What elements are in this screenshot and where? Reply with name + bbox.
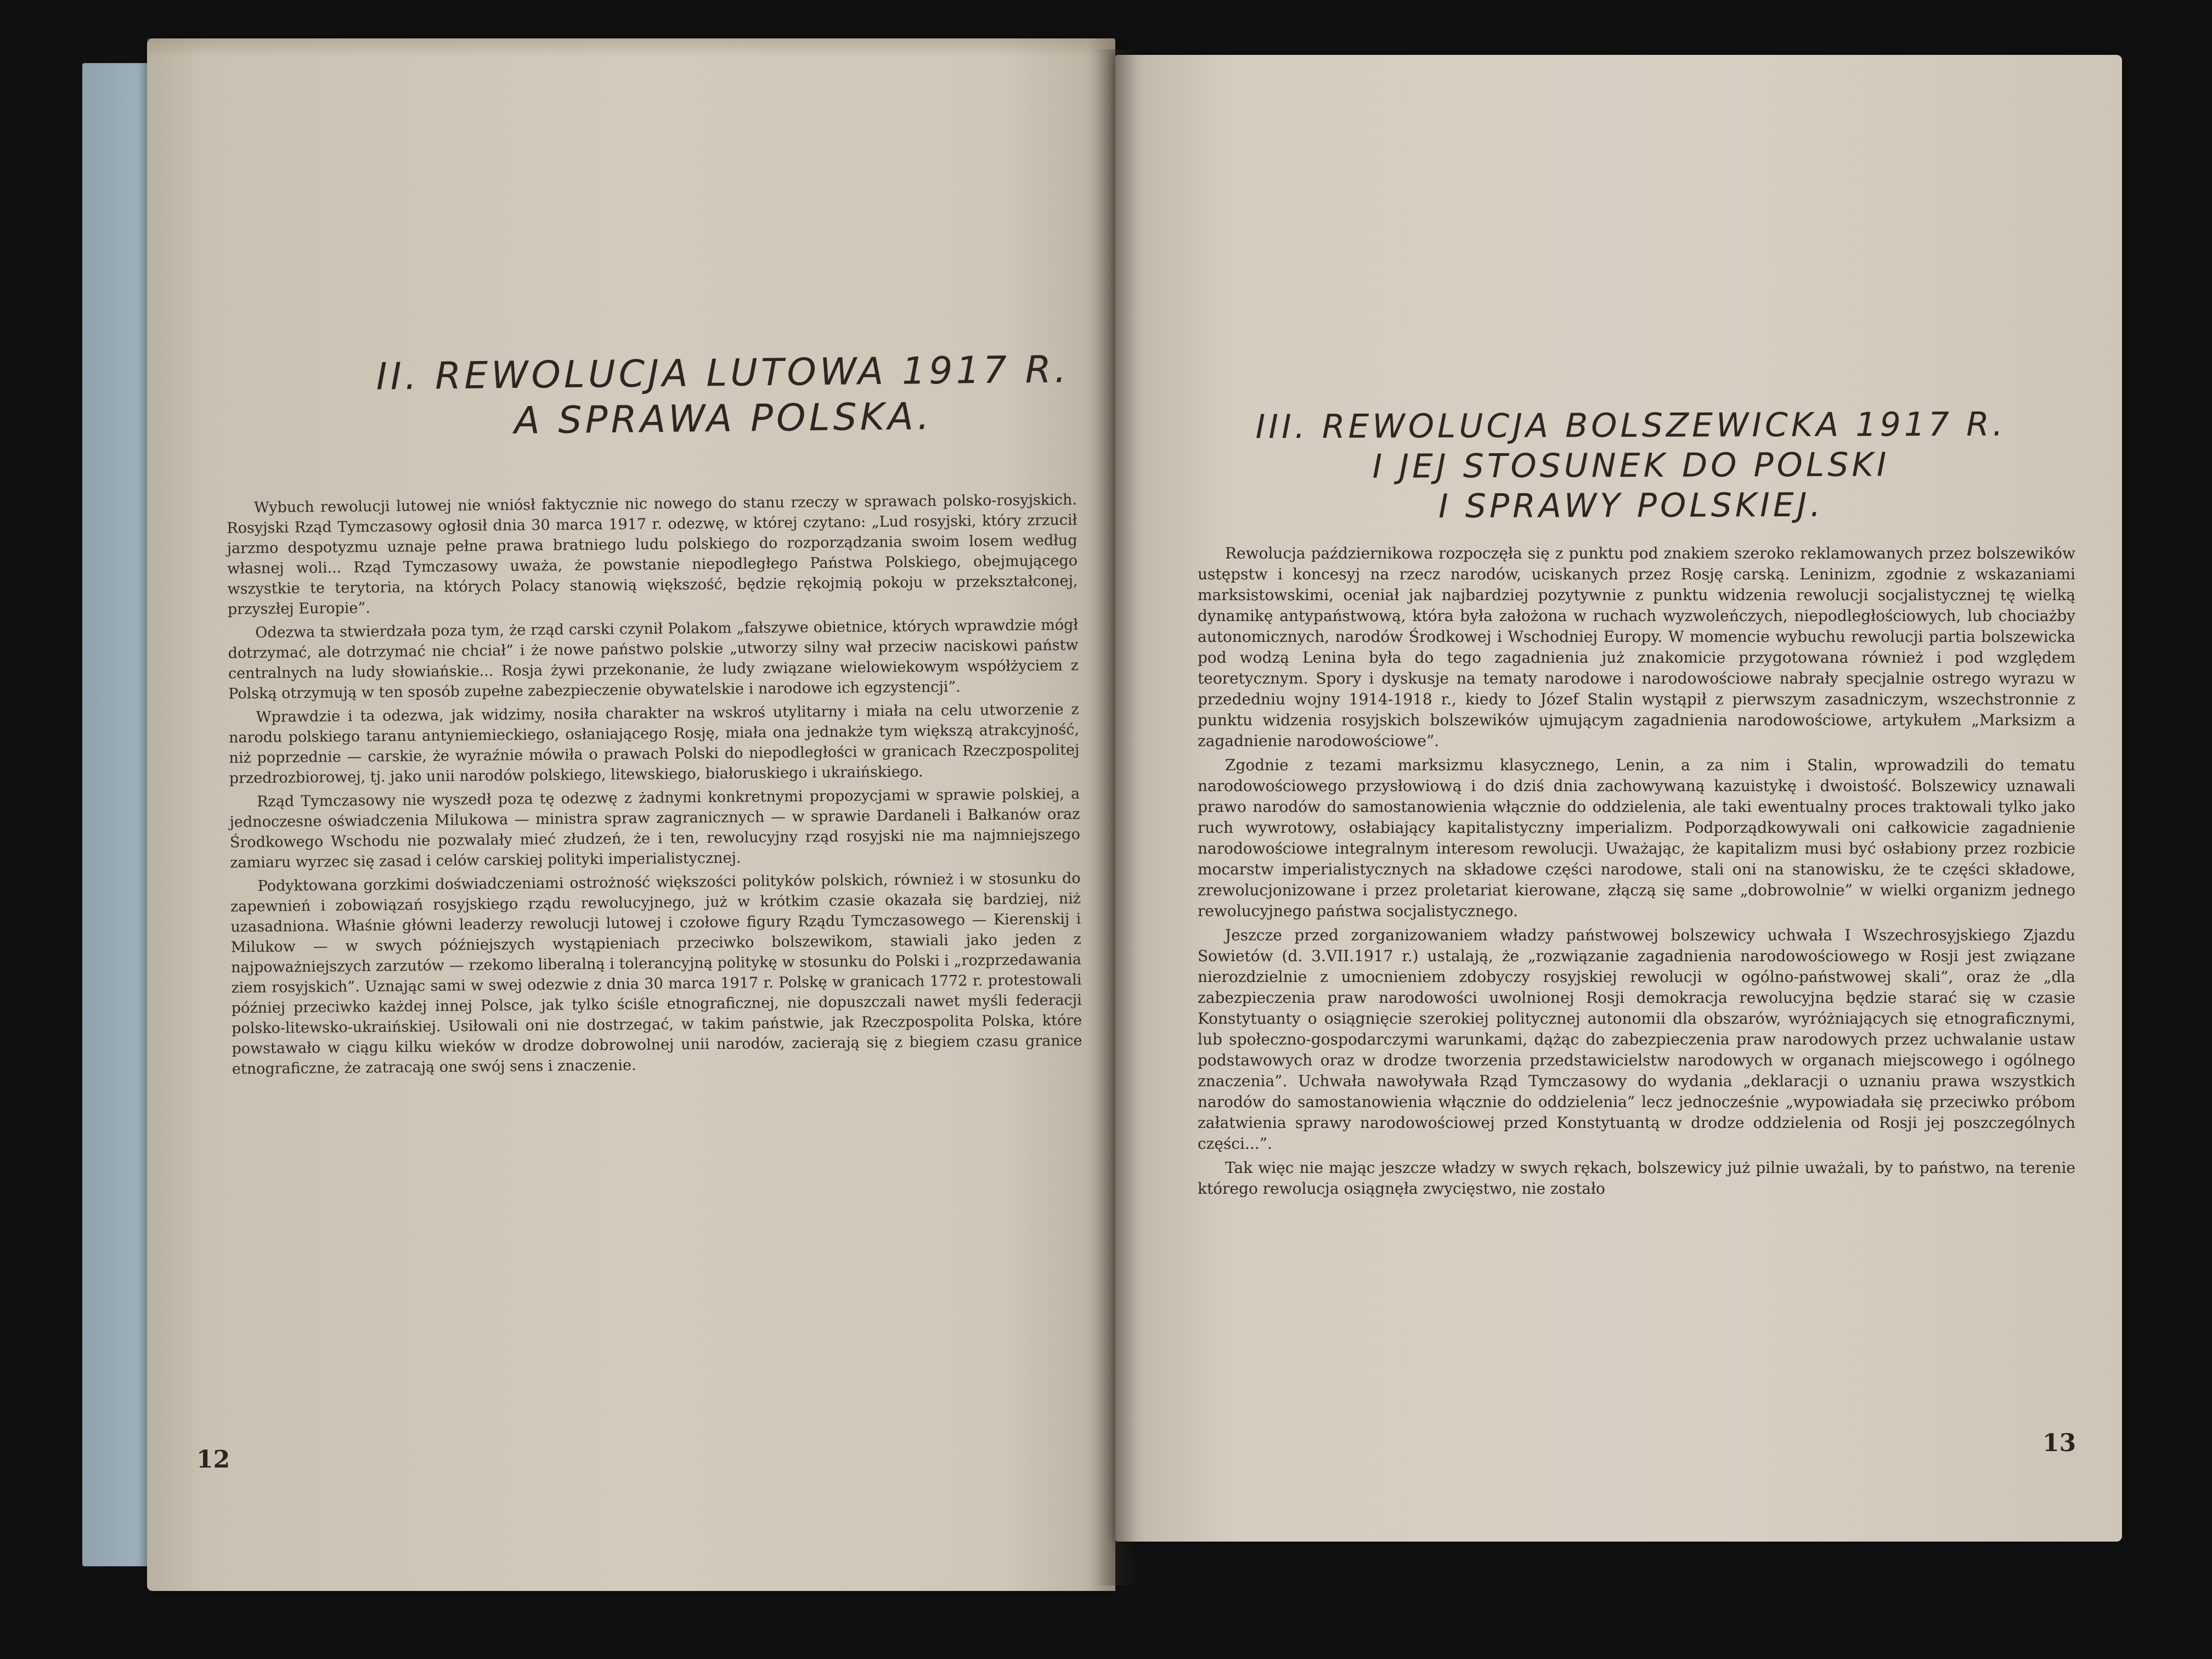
left-page-number: 12 [196,1446,230,1474]
right-page [1115,55,2122,1542]
left-title-line-2: A SPRAWA POLSKA. [514,394,933,443]
left-body-text [227,490,1082,1083]
left-paragraph-5: Podyktowana gorzkimi doświadczeniami ostrożność większości polityków polskich, również i w stosunku do zapewnień i zobowiązań rosyjskiego rządu rewolucyjnego, już w krótkim czasie okazała się bardziej, niż uzasadniona. Właśnie główni leaderzy rewolucji lutowej i czołowe figury Rządu Tymczasowego — Kierenskij i Milukow — w swych późniejszych wystąpieniach przeciwko bolszewikom, stawiali jako jeden z najpoważniejszych zarzutów — rzekomo liberalną i tolerancyjną politykę w stosunku do Polski i „rozprzedawania ziem rosyjskich”. Uznając sami w swej odezwie z dnia 30 marca 1917 r. Polskę w granicach 1772 r. protestowali później przeciwko każdej innej Polsce, jak tylko ściśle etnograficznej, nie dopuszczali nawet myśli federacji polsko-litewsko-ukraińskiej. Usiłowali oni nie dostrzegać, w takim państwie, jak Rzeczpospolita Polska, które powstawało w ciągu kilku wieków w drodze dobrowolnej unii narodów, zacierają się z biegiem czasu granice etnograficzne, że zatracają one swój sens i znaczenie. [230,870,1082,1078]
right-paragraph-3: Jeszcze przed zorganizowaniem władzy państwowej bolszewicy uchwała I Wszechrosyjskiego Zjazdu Sowietów (d. 3.VII.1917 r.) ustalają, że „rozwiązanie zagadnienia narodowościowego w Rosji jest związane nierozdzielnie z umocnieniem zdobyczy rosyjskiej rewolucji w ogólno-państwowej skali”, oraz że „dla zabezpieczenia praw narodowości uwolnionej Rosji demokracja rewolucyjna będzie starać się w czasie Konstytuanty o osiągnięcie szerokiej politycznej autonomii dla obszarów, wyróżniających się etnograficznymi, lub społeczno-gospodarczymi warunkami, dążąc do zabezpieczenia praw narodowych przez uchwalanie ustaw podstawowych oraz w drodze tworzenia przedstawicielstw narodowych w organach miejscowego i ogólnego znaczenia”. Uchwała nawoływała Rząd Tymczasowy do wydania „deklaracji o uznaniu prawa wszystkich narodów do samostanowienia włącznie do oddzielenia” lecz jednocześnie „wypowiadała się przeciwko próbom załatwienia sprawy narodowościowej przed Konstytuantą w drodze oddzielenia od Rosji jej poszczególnych części...”. [1198,926,2075,1153]
right-chapter-title [1198,404,2065,528]
left-paragraph-2: Odezwa ta stwierdzała poza tym, że rząd carski czynił Polakom „fałszywe obietnice, których wprawdzie mógł dotrzymać, ale dotrzymać nie chciał” i że nowe państwo polskie „utworzy silny wał przeciw naciskowi państw centralnych na ludy słowiańskie... Rosja żywi przekonanie, że ludy związane wielowiekowym współżyciem z Polską otrzymują w ten sposób zupełne zabezpieczenie obywatelskie i narodowe ich egzystencji”. [228,616,1079,703]
left-page [147,38,1115,1591]
right-paragraph-2: Zgodnie z tezami marksizmu klasycznego, Lenin, a za nim i Stalin, wprowadzili do tematu narodowościowego przysłowiową i do dziś dnia zachowywaną kazuistykę i dwoistość. Bolszewicy uznawali prawo narodów do samostanowienia włącznie do oddzielenia, ale taki ewentualny proces traktowali tylko jako ruch wywrotowy, osłabiający kapitalistyczny imperializm. Podporządkowywali oni całkowicie zagadnienie narodowościowe integralnym interesom rewolucji. Uważając, że kapitalizm musi być osłabiony przez rozbicie mocarstw imperialistycznych na składowe części narodowe, stali oni na stanowisku, że te części składowe, zrewolucjonizowane i przez proletariat kierowane, złączą się same „dobrowolnie” w wielki organizm jednego rewolucyjnego państwa socjalistycznego. [1198,756,2075,920]
left-paragraph-1: Wybuch rewolucji lutowej nie wniósł faktycznie nic nowego do stanu rzeczy w sprawach polsko-rosyjskich. Rosyjski Rząd Tymczasowy ogłosił dnia 30 marca 1917 r. odezwę, w której czytano: „Lud rosyjski, który zrzucił jarzmo despotyzmu uznaje pełne prawa bratniego ludu polskiego do rozporządzania swoim losem według własnej woli... Rząd Tymczasowy uważa, że powstanie niepodległego Państwa Polskiego, obejmującego wszystkie te terytoria, na których Polacy stanowią większość, będzie rękojmią pokoju w przekształconej, przyszłej Europie”. [227,491,1078,618]
book-gutter [1094,49,1136,1585]
page-edge-wear [147,38,1115,57]
right-body-text [1198,543,2075,1203]
right-title-line-1: III. REWOLUCJA BOLSZEWICKA 1917 R. [1255,405,2006,447]
left-paragraph-4: Rząd Tymczasowy nie wyszedł poza tę odezwę z żadnymi konkretnymi propozycjami w sprawie polskiej, a jednoczesne oświadczenia Milukowa — ministra spraw zagranicznych — w sprawie Dardaneli i Bałkanów oraz Środkowego Wschodu nie pozwalały mieć złudzeń, że i ten, rewolucyjny rząd rosyjski nie ma najmniejszego zamiaru wyrzec się zasad i celów carskiej polityki imperialistycznej. [229,785,1081,872]
left-title-line-1: II. REWOLUCJA LUTOWA 1917 R. [376,348,1070,399]
left-paragraph-3: Wprawdzie i ta odezwa, jak widzimy, nosiła charakter na wskroś utylitarny i miała na celu utworzenie z narodu polskiego taranu antyniemieckiego, osłaniającego Rosję, miała ona jednakże tym większą atrakcyjność, niż poprzednie — carskie, że wyraźnie mówiła o prawach Polski do niepodległości w granicach Rzeczpospolitej przedrozbiorowej, tj. jako unii narodów polskiego, litewskiego, białoruskiego i ukraińskiego. [228,701,1080,787]
left-chapter-title [311,347,1135,447]
right-paragraph-4: Tak więc nie mając jeszcze władzy w swych rękach, bolszewicy już pilnie uważali, by to państwo, na terenie którego rewolucja osiągnęła zwycięstwo, nie zostało [1198,1159,2075,1198]
right-page-number: 13 [2042,1429,2076,1457]
right-title-line-3: I SPRAWY POLSKIEJ. [1438,486,1824,526]
right-title-line-2: I JEJ STOSUNEK DO POLSKI [1372,445,1890,486]
right-paragraph-1: Rewolucja październikowa rozpoczęła się z punktu pod znakiem szeroko reklamowanych przez bolszewików ustępstw i koncesyj na rzecz narodów, uciskanych przez Rosję carską. Leninizm, zgodnie z wskazaniami marksistowskimi, oceniał jak najbardziej pozytywnie z punktu widzenia rewolucji socjalistycznej tę wielką dynamikę antypaństwową, która była założona w ruchach wyzwoleńczych, niepodległościowych, lub chociażby autonomicznych, narodów Środkowej i Wschodniej Europy. W momencie wybuchu rewolucji partia bolszewicka pod wodzą Lenina była do tego zagadnienia już znakomicie przygotowana również i pod względem teoretycznym. Spory i dyskusje na tematy narodowe i narodowościowe nabrały specjalnie ostrego wyrazu w przededniu wojny 1914-1918 r., kiedy to Józef Stalin wystąpił z pierwszym zasadniczym, wszechstronnie z punktu widzenia rosyjskich bolszewików ujmującym zagadnienia narodowościowe, artykułem „Marksizm a zagadnienie narodowościowe”. [1198,544,2075,750]
